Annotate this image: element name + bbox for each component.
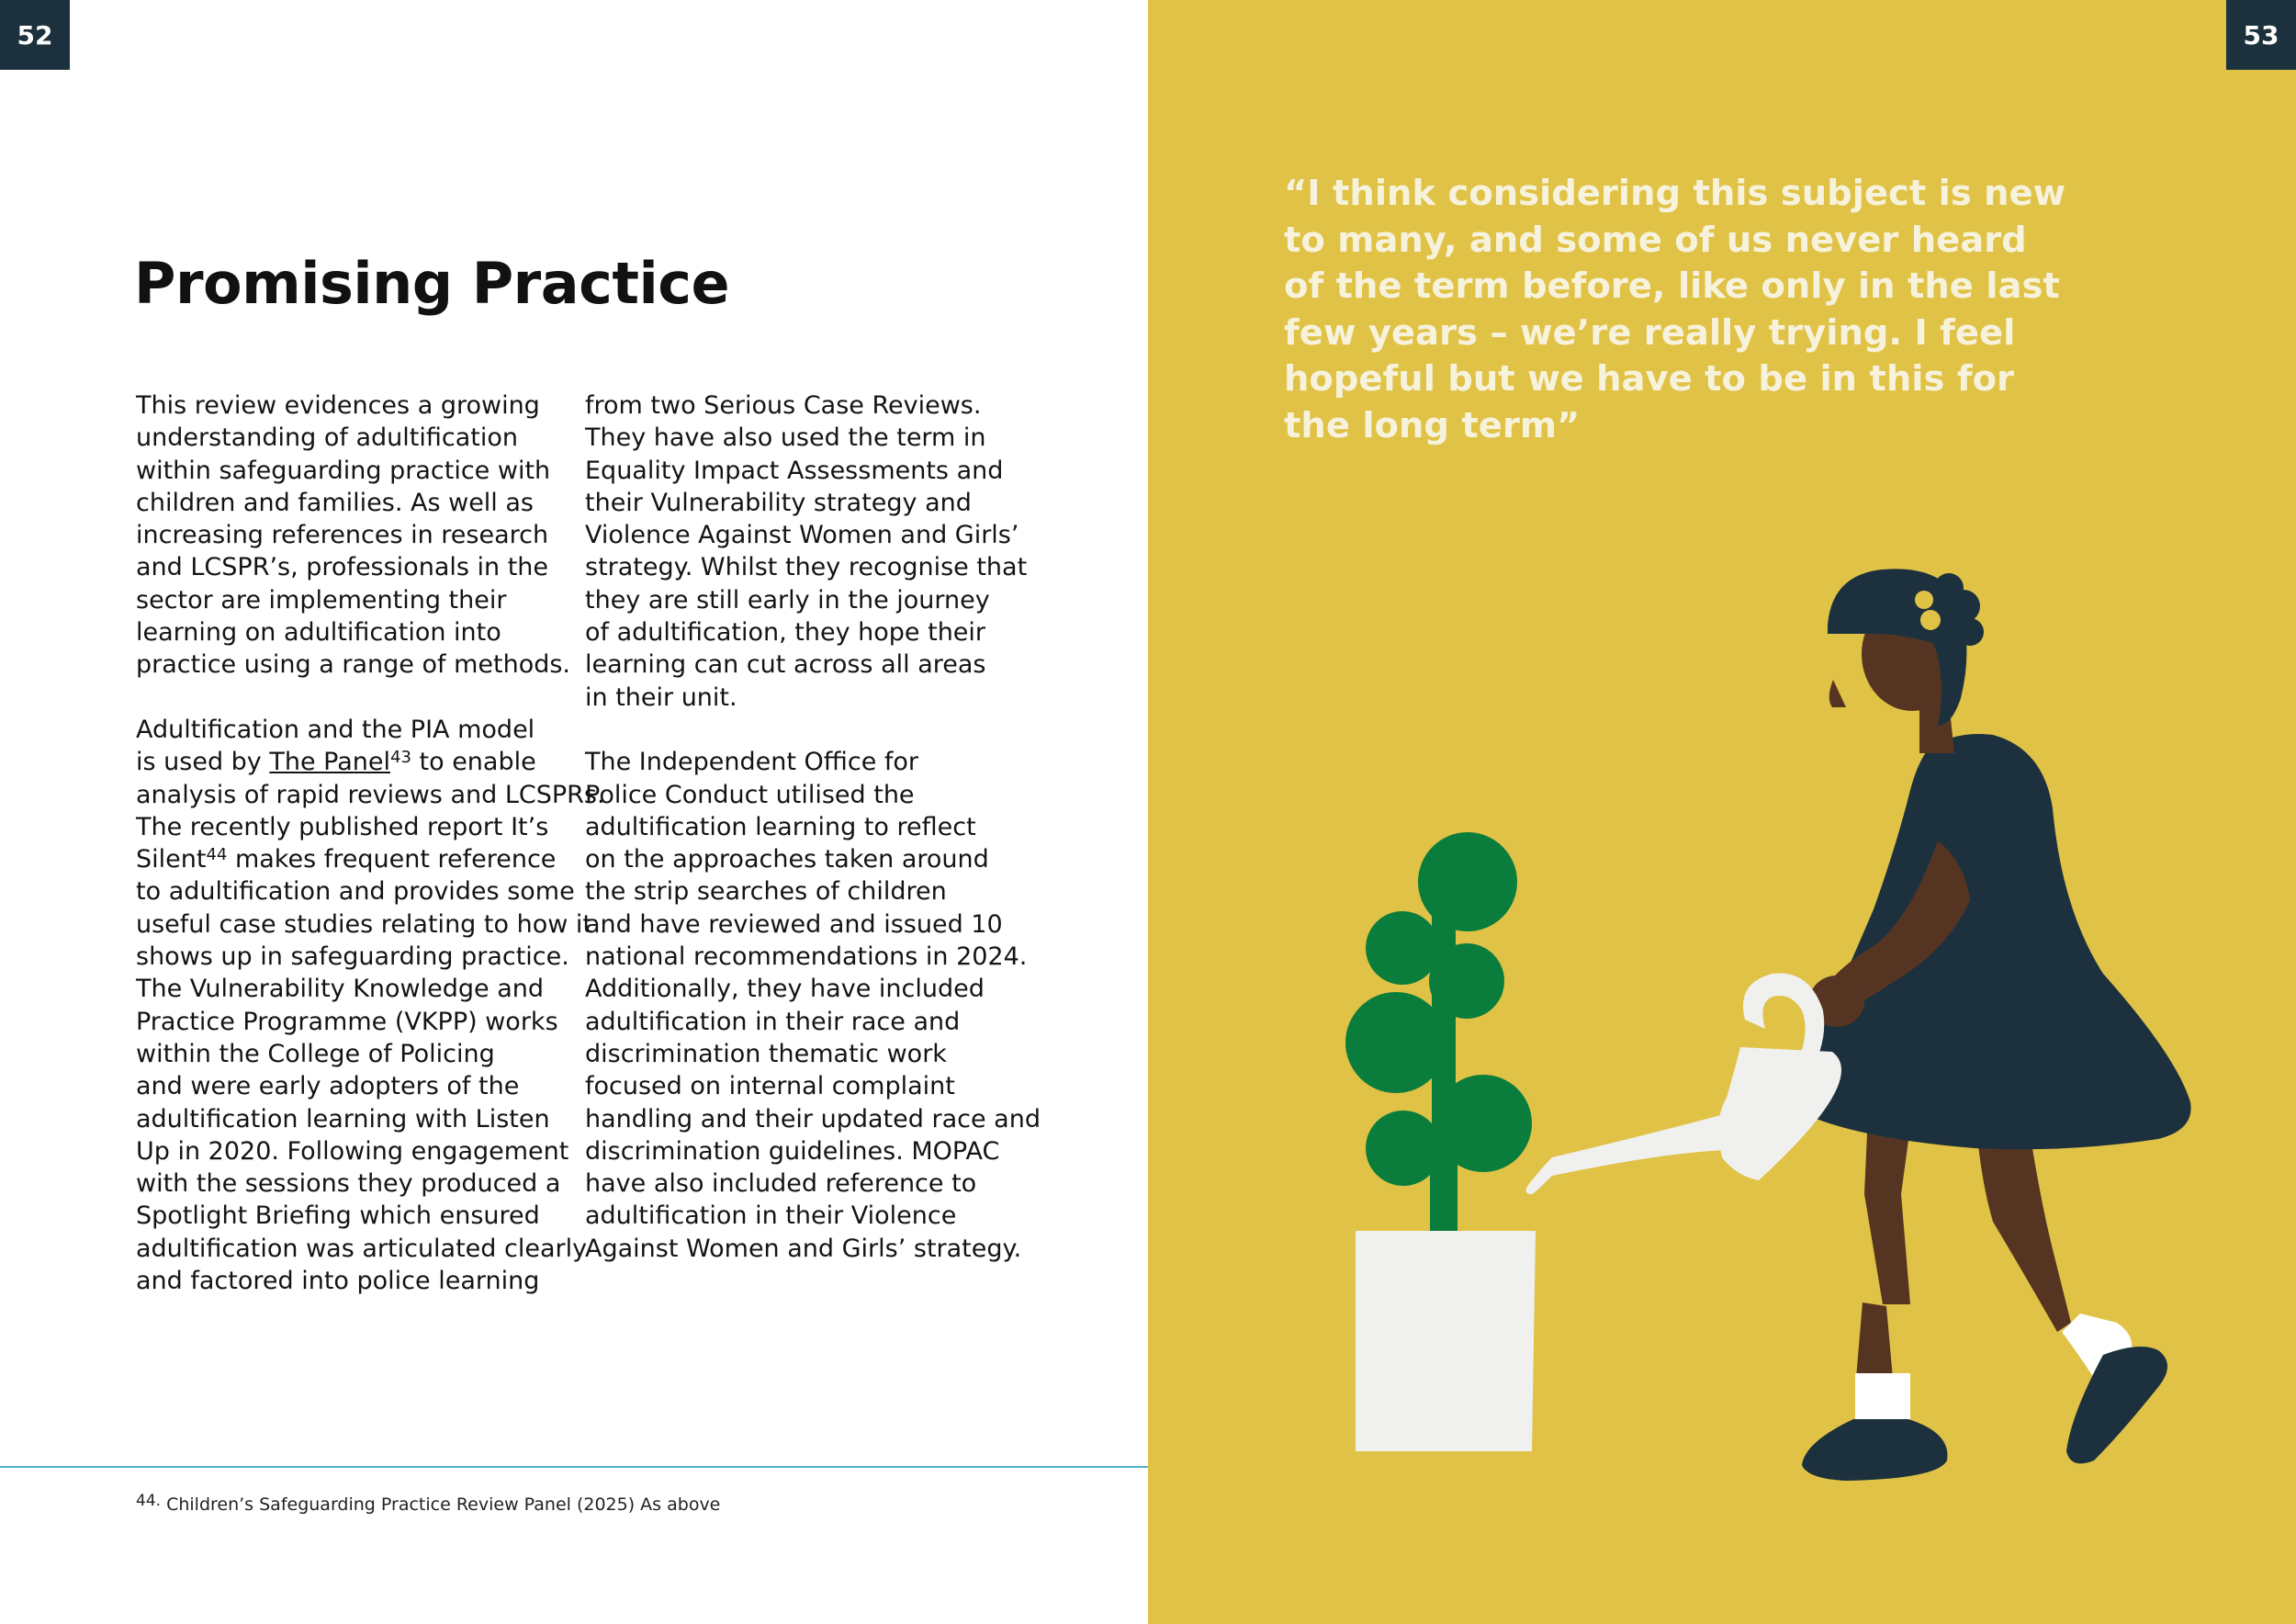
text-line: adultification in their race and xyxy=(585,1007,961,1036)
potted-plant-icon xyxy=(1345,832,1536,1451)
text-line: adultification learning to reflect xyxy=(585,812,976,841)
text-line: Practice Programme (VKPP) works xyxy=(136,1007,558,1036)
text-line: to adultification and provides some xyxy=(136,877,575,907)
quote-line: few years – we’re really trying. I feel xyxy=(1284,311,2016,354)
text-line: adultification learning with Listen xyxy=(136,1104,550,1133)
text-line: The Vulnerability Knowledge and xyxy=(136,975,545,1004)
text-line: within safeguarding practice with xyxy=(136,456,551,485)
text-line: Violence Against Women and Girls’ xyxy=(585,521,1019,550)
text-fragment: makes frequent reference xyxy=(227,845,557,874)
text-line: and LCSPR’s, professionals in the xyxy=(136,553,549,582)
text-line: and have reviewed and issued 10 xyxy=(585,909,1003,939)
text-line: of adultification, they hope their xyxy=(585,618,986,648)
text-line: adultification was articulated clearly xyxy=(136,1234,588,1263)
text-line: learning on adultification into xyxy=(136,618,501,648)
paragraph-4 xyxy=(585,746,1041,1265)
text-line: Up in 2020. Following engagement xyxy=(136,1136,569,1166)
text-line xyxy=(136,843,568,875)
text-line: national recommendations in 2024. xyxy=(585,942,1028,972)
text-line: they are still early in the journey xyxy=(585,585,990,615)
text-line: discrimination guidelines. MOPAC xyxy=(585,1136,1000,1166)
text-line: analysis of rapid reviews and LCSPRs. xyxy=(136,780,605,809)
text-line: within the College of Policing xyxy=(136,1039,495,1068)
paragraph-1 xyxy=(136,389,571,682)
text-column-two xyxy=(585,389,1041,1265)
text-fragment: Silent xyxy=(136,845,207,874)
text-line: have also included reference to xyxy=(585,1169,977,1199)
text-line: children and families. As well as xyxy=(136,488,535,517)
text-line: with the sessions they produced a xyxy=(136,1169,561,1199)
text-line: Additionally, they have included xyxy=(585,975,985,1004)
text-line: their Vulnerability strategy and xyxy=(585,488,972,517)
text-line: in their unit. xyxy=(585,682,737,712)
text-line: They have also used the term in xyxy=(585,423,986,453)
paragraph-2 xyxy=(136,714,605,1297)
text-line: practice using a range of methods. xyxy=(136,650,571,680)
text-line: increasing references in research xyxy=(136,521,549,550)
text-line: Equality Impact Assessments and xyxy=(585,456,1004,485)
page-number-right: 53 xyxy=(2226,0,2296,70)
right-page xyxy=(1148,0,2296,1624)
footnote xyxy=(136,1492,720,1515)
quote-line: “I think considering this subject is new xyxy=(1284,173,2066,214)
text-column-one xyxy=(136,389,605,1297)
text-line: and were early adopters of the xyxy=(136,1072,520,1101)
footnote-divider xyxy=(0,1466,1148,1468)
girl-figure xyxy=(1800,569,2191,1481)
the-panel-link[interactable]: The Panel xyxy=(269,748,391,777)
text-line: from two Serious Case Reviews. xyxy=(585,391,982,420)
text-line: The recently published report It’s xyxy=(136,812,549,841)
text-line: This review evidences a growing xyxy=(136,391,540,420)
text-line: focused on internal complaint xyxy=(585,1072,955,1101)
paragraph-3 xyxy=(585,389,1028,714)
footnote-text: Children’s Safeguarding Practice Review Panel (2025) As above xyxy=(161,1494,721,1515)
text-fragment: is used by xyxy=(136,748,270,777)
page-number-left: 52 xyxy=(0,0,70,70)
text-line: the strip searches of children xyxy=(585,877,947,907)
footnote-number: 44. xyxy=(136,1492,162,1510)
text-line: Spotlight Briefing which ensured xyxy=(136,1201,540,1231)
text-line: shows up in safeguarding practice. xyxy=(136,942,569,972)
girl-watering-plant-illustration xyxy=(1148,0,2296,1624)
footnote-ref-43[interactable]: 43 xyxy=(390,748,411,768)
text-line: discrimination thematic work xyxy=(585,1039,947,1068)
text-line: Adultification and the PIA model xyxy=(136,715,535,744)
quote-line: of the term before, like only in the last xyxy=(1284,265,2060,307)
quote-line: to many, and some of us never heard xyxy=(1284,219,2027,261)
page-title: Promising Practice xyxy=(134,250,730,317)
text-line: handling and their updated race and xyxy=(585,1104,1041,1133)
watering-can-icon xyxy=(1526,974,1842,1195)
text-line xyxy=(136,746,568,778)
text-line: Against Women and Girls’ strategy. xyxy=(585,1234,1022,1263)
text-line: and factored into police learning xyxy=(136,1267,540,1296)
footnote-ref-44[interactable]: 44 xyxy=(206,845,228,865)
text-line: on the approaches taken around xyxy=(585,845,989,874)
text-line: adultification in their Violence xyxy=(585,1201,957,1231)
text-line: sector are implementing their xyxy=(136,585,507,615)
quote-line: the long term” xyxy=(1284,404,1581,446)
quote-line: hopeful but we have to be in this for xyxy=(1284,358,2015,400)
text-line: useful case studies relating to how it xyxy=(136,909,592,939)
text-line: Police Conduct utilised the xyxy=(585,780,915,809)
text-line: strategy. Whilst they recognise that xyxy=(585,553,1028,582)
text-fragment: to enable xyxy=(411,748,536,777)
text-line: learning can cut across all areas xyxy=(585,650,986,680)
text-line: understanding of adultification xyxy=(136,423,518,453)
text-line: The Independent Office for xyxy=(585,748,919,777)
